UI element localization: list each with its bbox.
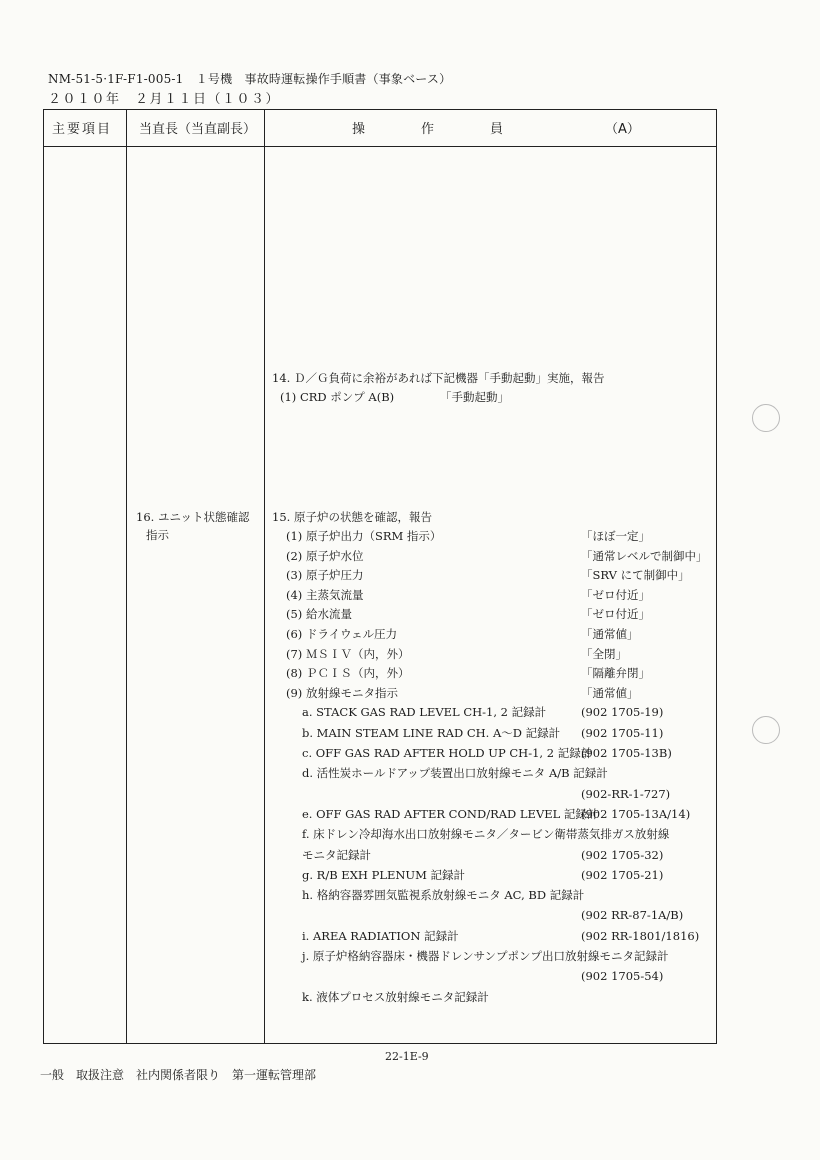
status-item-value: 「全閉」 [581,646,627,661]
monitor-recorder-item-label: i. AREA RADIATION 記録計 [302,928,459,943]
column-divider [126,109,127,1044]
status-item-label: (7) ＭＳＩＶ（内，外） [286,646,410,661]
status-item-value: 「ほぼ一定」 [581,529,650,543]
monitor-recorder-item-value: (902 1705-13A/14) [581,806,691,821]
status-item-value: 「SRV にて制御中」 [581,568,690,583]
monitor-recorder-item-label: a. STACK GAS RAD LEVEL CH-1, 2 記録計 [302,705,547,720]
monitor-recorder-item-label: g. R/B EXH PLENUM 記録計 [302,867,466,882]
status-item-label: (6) ドライウェル圧力 [286,627,398,641]
monitor-recorder-item-value: (902-RR-1-727) [581,786,671,801]
monitor-recorder-item-label: c. OFF GAS RAD AFTER HOLD UP CH-1, 2 記録計 [302,746,593,760]
col-header-operator: 操作員 [352,122,560,137]
monitor-recorder-item-value: (902 RR-1801/1816) [581,928,700,943]
monitor-recorder-item-value: (902 1705-21) [581,867,664,882]
status-item-label: (3) 原子炉圧力 [286,568,364,583]
step-14-item-1-action: 「手動起動」 [440,390,509,404]
column-divider [264,109,265,1044]
monitor-recorder-item-label: d. 活性炭ホールドアップ装置出口放射線モニタ A/B 記録計 [302,766,608,781]
status-item-label: (5) 給水流量 [286,607,352,622]
status-item-value: 「通常レベルで制御中」 [581,548,708,563]
step-14-item-1: (1) CRD ポンプ A(B) [280,390,395,404]
classification-note: 一般 取扱注意 社内関係者限り 第一運転管理部 [40,1068,317,1082]
monitor-recorder-item-label: j. 原子炉格納容器床・機器ドレンサンプポンプ出口放射線モニタ記録計 [302,949,669,963]
status-item-label: (8) ＰＣＩＳ（内，外） [286,666,410,681]
status-item-value: 「通常値」 [581,685,639,700]
status-item-value: 「隔離弁閉」 [581,666,650,681]
header-row-divider [43,146,717,147]
monitor-recorder-item-value: (902 1705-54) [581,969,664,984]
monitor-recorder-item-value: (902 1705-19) [581,705,664,720]
monitor-recorder-item-value: (902 1705-11) [581,725,664,740]
punch-hole [752,404,780,432]
document-date: ２０１０年 ２月１１日（１０３） [48,92,281,107]
monitor-recorder-item-label: b. MAIN STEAM LINE RAD CH. A～D 記録計 [302,725,561,740]
monitor-recorder-item-value: (902 RR-87-1A/B) [581,908,684,923]
page-number: 22-1E-9 [385,1050,429,1063]
monitor-recorder-item-label: f. 床ドレン冷却海水出口放射線モニタ／タービン衛帯蒸気排ガス放射線 [302,827,670,842]
status-item-label: (2) 原子炉水位 [286,548,364,563]
monitor-recorder-item-label: h. 格納容器雰囲気監視系放射線モニタ AC, BD 記録計 [302,888,585,903]
col-header-shift-chief: 当直長（当直副長） [139,122,257,137]
status-item-value: 「ゼロ付近」 [581,607,650,622]
document-id-header: NM-51-5·1F-F1-005-1 １号機 事故時運転操作手順書（事象ベース） [48,72,452,86]
monitor-recorder-item-label: k. 液体プロセス放射線モニタ記録計 [302,989,489,1004]
step-15-title: 15. 原子炉の状態を確認，報告 [272,510,432,524]
status-item-label: (1) 原子炉出力（SRM 指示） [286,529,442,543]
step-16-title: 16. ユニット状態確認 [136,510,250,524]
step-16-title-cont: 指示 [146,528,169,542]
step-14-title: 14. Ｄ／Ｇ負荷に余裕があれば下記機器「手動起動」実施，報告 [272,371,605,385]
status-item-value: 「通常値」 [581,627,639,641]
status-item-label: (4) 主蒸気流量 [286,587,364,602]
status-item-label: (9) 放射線モニタ指示 [286,685,398,700]
col-header-main-item: 主要項目 [52,122,113,137]
punch-hole [752,716,780,744]
col-header-operator-code: （A） [605,122,640,137]
monitor-recorder-item-label: e. OFF GAS RAD AFTER COND/RAD LEVEL 記録計 [302,806,599,821]
monitor-recorder-item-value: (902 1705-13B) [581,746,672,760]
monitor-recorder-item-label: モニタ記録計 [302,847,371,862]
monitor-recorder-item-value: (902 1705-32) [581,847,664,862]
status-item-value: 「ゼロ付近」 [581,587,650,602]
